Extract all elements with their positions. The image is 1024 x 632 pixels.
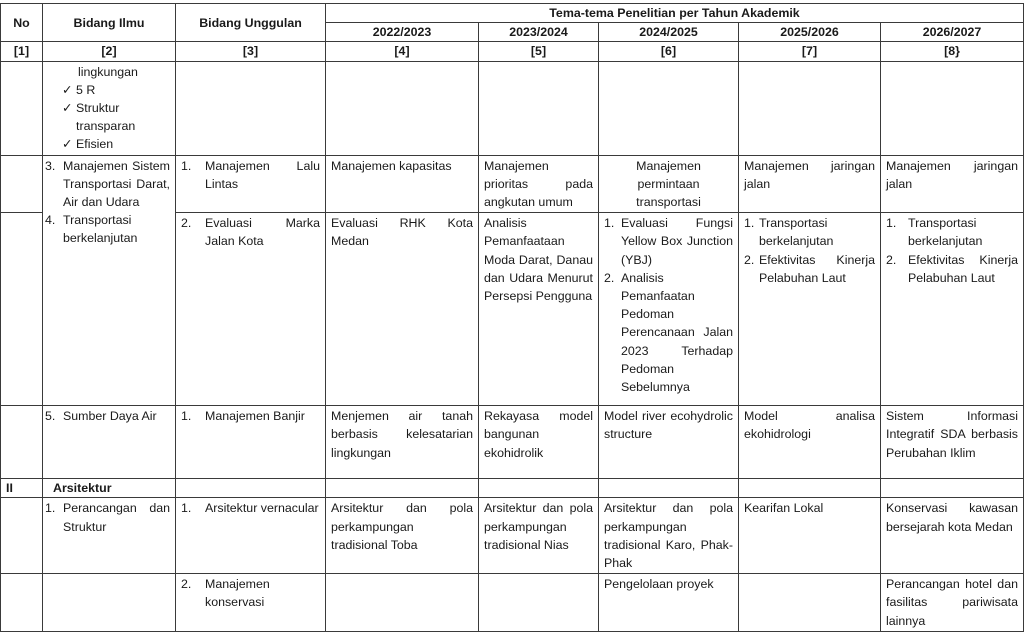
cell-theme-2024 (599, 213, 739, 406)
list-item: 1. Perancangan dan Struktur (45, 501, 170, 534)
cell-theme-2026: Manajemen jaringan jalan (881, 155, 1024, 213)
header-tema-group: Tema-tema Penelitian per Tahun Akademik (326, 4, 1024, 23)
cell-theme-2022: Evaluasi RHK Kota Medan (326, 213, 479, 406)
cell-bidang-ilmu (43, 406, 176, 479)
cell-theme-2026 (881, 213, 1024, 406)
cell-theme-2025: Manajemen jaringan jalan (739, 155, 881, 213)
cell-no (1, 498, 43, 574)
cell-theme-2026: Konservasi kawasan bersejarah kota Medan (881, 498, 1024, 574)
list-item: 1. Manajemen Lalu Lintas (181, 158, 320, 191)
cell-theme-2022 (326, 574, 479, 632)
cell-theme-2025 (739, 213, 881, 406)
table-row (1, 155, 1024, 213)
bidang-ilmu-continuation: lingkungan (78, 64, 138, 79)
cell-bidang-ilmu (43, 155, 176, 406)
cell-theme-2023 (479, 574, 599, 632)
cell-bidang-unggulan (176, 155, 326, 213)
list-item: 1. Arsitektur vernacular (181, 501, 319, 516)
cell-bidang-unggulan (176, 213, 326, 406)
cell-theme-2023: Manajemen prioritas pada angkutan umum (479, 155, 599, 213)
list-item: 2. Analisis Pemanfaatan Pedoman Perencanaan Jalan 2023 Terhadap Pedoman Sebelumnya (604, 270, 733, 395)
cell-theme-2023: Rekayasa model bangunan ekohidrolik (479, 406, 599, 479)
cell-theme-2026: Perancangan hotel dan fasilitas pariwisata lainnya (881, 574, 1024, 632)
research-themes-table (0, 3, 1024, 632)
list-item: 2. Efektivitas Kinerja Pelabuhan Laut (744, 252, 875, 285)
header-no: No (1, 4, 43, 42)
col-number: [3] (176, 42, 326, 61)
col-number: [5] (479, 42, 599, 61)
column-number-row (1, 42, 1024, 61)
cell-no (1, 213, 43, 406)
table-row (1, 574, 1024, 632)
table-row (1, 498, 1024, 574)
cell-theme-2023: Analisis Pemanfaataan Moda Darat, Danau dan Udara Menurut Persepsi Pengguna (479, 213, 599, 406)
list-item: 1. Evaluasi Fungsi Yellow Box Junction (YBJ) (604, 216, 733, 267)
checklist-item: ✓ 5 R (62, 81, 170, 99)
cell-theme-2024: Model river ecohydrolic structure (599, 406, 739, 479)
cell-bidang-ilmu (43, 61, 176, 155)
section-number: II (1, 479, 43, 498)
section-row (1, 479, 1024, 498)
cell-theme-2025: Kearifan Lokal (739, 498, 881, 574)
header-year-2022: 2022/2023 (326, 23, 479, 42)
cell-no (1, 406, 43, 479)
checklist-item: ✓ Efisien (62, 135, 170, 153)
list-item: 1. Transportasi berkelanjutan (744, 216, 834, 249)
check-mark-icon: ✓ (62, 101, 73, 116)
cell-theme-2023: Arsitektur dan pola perkampungan tradisional Nias (479, 498, 599, 574)
cell-bidang-unggulan (176, 498, 326, 574)
cell-theme-2026: Sistem Informasi Integratif SDA berbasis Perubahan Iklim (881, 406, 1024, 479)
list-item: 4. Transportasi berkelanjutan (45, 213, 138, 246)
cell-no (1, 61, 43, 155)
col-number: [2] (43, 42, 176, 61)
cell-bidang-ilmu (43, 574, 176, 632)
cell-no (1, 574, 43, 632)
list-item: 1. Manajemen Banjir (181, 409, 305, 424)
cell-bidang-unggulan (176, 574, 326, 632)
list-item: 5. Sumber Daya Air (45, 409, 157, 424)
table-row (1, 61, 1024, 155)
cell-no (1, 155, 43, 213)
section-title: Arsitektur (43, 479, 176, 498)
cell-theme-2025: Model analisa ekohidrologi (739, 406, 881, 479)
check-mark-icon: ✓ (62, 82, 73, 97)
list-item: 2. Manajemen konservasi (181, 577, 270, 610)
header-bidang-unggulan: Bidang Unggulan (176, 4, 326, 42)
col-number: [6] (599, 42, 739, 61)
check-mark-icon: ✓ (62, 137, 73, 152)
col-number: [4] (326, 42, 479, 61)
list-item: 3. Manajemen Sistem Transportasi Darat, Air dan Udara (45, 158, 170, 210)
cell-theme-2022: Arsitektur dan pola perkampungan tradisional Toba (326, 498, 479, 574)
list-item: 2. Evaluasi Marka Jalan Kota (181, 216, 320, 249)
col-number: [7] (739, 42, 881, 61)
list-item: 1. Transportasi berkelanjutan (886, 216, 983, 249)
header-bidang-ilmu: Bidang Ilmu (43, 4, 176, 42)
cell-theme-2025 (739, 574, 881, 632)
header-year-2025: 2025/2026 (739, 23, 881, 42)
cell-theme-2024: Manajemen permintaan transportasi (599, 155, 739, 213)
header-year-2024: 2024/2025 (599, 23, 739, 42)
cell-theme-2024: Arsitektur dan pola perkampungan tradisional Karo, Phak- Phak (599, 498, 739, 574)
checklist-item: ✓ Struktur transparan (62, 99, 170, 135)
col-number: [1] (1, 42, 43, 61)
checklist (48, 81, 170, 154)
cell-bidang-unggulan (176, 406, 326, 479)
cell-theme-2022: Manajemen kapasitas (326, 155, 479, 213)
header-year-2023: 2023/2024 (479, 23, 599, 42)
cell-theme-2022: Menjemen air tanah berbasis kelesatarian lingkungan (326, 406, 479, 479)
table-row (1, 406, 1024, 479)
col-number: [8} (881, 42, 1024, 61)
list-item: 2. Efektivitas Kinerja Pelabuhan Laut (886, 252, 1018, 285)
header-year-2026: 2026/2027 (881, 23, 1024, 42)
cell-theme-2024: Pengelolaan proyek (599, 574, 739, 632)
cell-bidang-ilmu (43, 498, 176, 574)
